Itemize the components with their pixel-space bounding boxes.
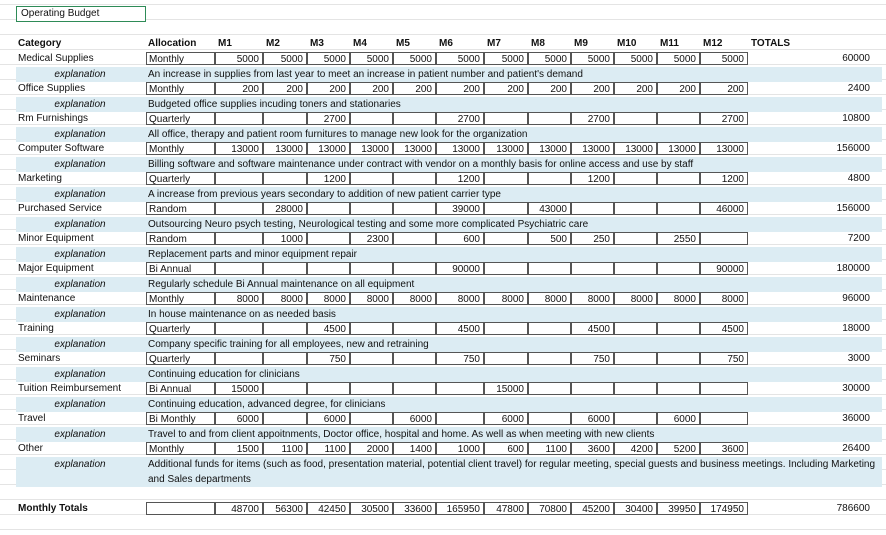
category-cell[interactable]: Other [18,443,44,454]
explanation-label: explanation [54,309,106,320]
month-cell[interactable]: 13000 [484,142,528,155]
explanation-row-background [16,277,882,292]
month-cell[interactable]: 8000 [700,292,748,305]
month-cell[interactable] [528,412,571,425]
month-cell[interactable]: 1100 [263,442,307,455]
header-month: M12 [703,38,723,49]
explanation-row-background [16,97,882,112]
month-cell[interactable] [484,262,528,275]
explanation-text[interactable]: Regularly schedule Bi Annual maintenance on all equipment [148,279,415,290]
month-cell[interactable]: 13000 [614,142,657,155]
header-month: M9 [574,38,588,49]
month-cell[interactable]: 5000 [484,52,528,65]
month-cell[interactable] [350,382,393,395]
header-month: M8 [531,38,545,49]
month-cell[interactable]: 4500 [436,322,484,335]
month-cell[interactable] [215,112,263,125]
explanation-text[interactable]: Additional funds for items (such as food, presentation material, potential client travel) for regular meeting, special guests and business meetings. Including Marketing and Sales departments [148,459,876,485]
month-cell[interactable] [215,202,263,215]
month-cell[interactable]: 5000 [393,52,436,65]
explanation-label: explanation [54,339,106,350]
month-cell[interactable] [436,382,484,395]
month-cell[interactable] [614,352,657,365]
month-cell[interactable]: 5000 [571,52,614,65]
month-cell[interactable]: 39000 [436,202,484,215]
month-cell[interactable]: 200 [263,82,307,95]
total-cell[interactable]: 36000 [842,413,870,424]
month-cell[interactable] [350,172,393,185]
month-cell[interactable]: 200 [700,82,748,95]
explanation-row-background [16,307,882,322]
month-cell[interactable] [350,262,393,275]
month-cell[interactable] [350,322,393,335]
allocation-cell[interactable]: Monthly [146,142,215,155]
month-cell[interactable]: 5000 [614,52,657,65]
category-cell[interactable]: Purchased Service [18,203,102,214]
allocation-cell[interactable]: Bi Monthly [146,412,215,425]
month-cell[interactable]: 8000 [571,292,614,305]
month-cell[interactable] [484,202,528,215]
explanation-label: explanation [54,369,106,380]
month-cell[interactable] [393,352,436,365]
month-cell[interactable]: 750 [436,352,484,365]
month-cell[interactable]: 1100 [528,442,571,455]
month-cell[interactable] [263,412,307,425]
month-cell[interactable]: 13000 [393,142,436,155]
month-cell[interactable] [528,352,571,365]
allocation-cell[interactable]: Quarterly [146,172,215,185]
month-cell[interactable] [350,112,393,125]
explanation-label: explanation [54,189,106,200]
header-month: M11 [660,38,679,49]
month-cell[interactable]: 13000 [571,142,614,155]
explanation-label: explanation [54,429,106,440]
monthly-total-cell[interactable]: 30500 [350,502,393,515]
month-cell[interactable]: 200 [571,82,614,95]
month-cell[interactable] [528,262,571,275]
category-cell[interactable]: Marketing [18,173,62,184]
header-totals: TOTALS [751,38,791,49]
month-cell[interactable] [657,352,700,365]
month-cell[interactable]: 1200 [700,172,748,185]
month-cell[interactable]: 8000 [215,292,263,305]
month-cell[interactable]: 8000 [263,292,307,305]
explanation-text[interactable]: Billing software and software maintenance under contract with vendor on a monthly basis for online access and use by staff [148,159,694,170]
month-cell[interactable]: 750 [700,352,748,365]
month-cell[interactable] [215,322,263,335]
month-cell[interactable]: 600 [436,232,484,245]
header-category: Category [18,38,62,49]
month-cell[interactable]: 5000 [215,52,263,65]
total-cell[interactable]: 3000 [847,353,870,364]
month-cell[interactable] [215,232,263,245]
category-cell[interactable]: Seminars [18,353,61,364]
month-cell[interactable]: 1500 [215,442,263,455]
month-cell[interactable]: 5000 [307,52,350,65]
month-cell[interactable]: 750 [571,352,614,365]
category-cell[interactable]: Tuition Reimbursement [18,383,122,394]
month-cell[interactable] [700,232,748,245]
explanation-text[interactable]: Continuing education for clinicians [148,369,300,380]
explanation-label: explanation [54,459,106,470]
header-month: M7 [487,38,501,49]
monthly-total-cell[interactable]: 165950 [436,502,484,515]
total-cell[interactable]: 7200 [847,233,870,244]
allocation-cell[interactable]: Random [146,202,215,215]
month-cell[interactable] [657,202,700,215]
allocation-cell[interactable]: Monthly [146,442,215,455]
month-cell[interactable] [484,232,528,245]
category-cell[interactable]: Office Supplies [18,83,86,94]
month-cell[interactable] [657,382,700,395]
sheet-title-cell[interactable]: Operating Budget [16,6,146,22]
month-cell[interactable]: 750 [307,352,350,365]
month-cell[interactable] [393,172,436,185]
monthly-total-cell[interactable]: 42450 [307,502,350,515]
grand-total-cell[interactable]: 786600 [836,503,870,514]
total-cell[interactable]: 4800 [847,173,870,184]
month-cell[interactable] [614,202,657,215]
monthly-total-cell[interactable]: 48700 [215,502,263,515]
total-cell[interactable]: 180000 [836,263,870,274]
month-cell[interactable]: 6000 [307,412,350,425]
explanation-row-background [16,337,882,352]
month-cell[interactable]: 5000 [528,52,571,65]
month-cell[interactable]: 13000 [263,142,307,155]
explanation-row-background [16,367,882,382]
header-month: M3 [310,38,324,49]
explanation-label: explanation [54,159,106,170]
month-cell[interactable] [484,322,528,335]
allocation-cell[interactable]: Bi Annual [146,262,215,275]
month-cell[interactable] [528,322,571,335]
month-cell[interactable]: 8000 [528,292,571,305]
total-cell[interactable]: 10800 [842,113,870,124]
header-month: M1 [218,38,232,49]
total-cell[interactable]: 18000 [842,323,870,334]
monthly-total-cell[interactable]: 39950 [657,502,700,515]
month-cell[interactable] [528,172,571,185]
month-cell[interactable] [484,112,528,125]
month-cell[interactable] [215,172,263,185]
header-month: M4 [353,38,367,49]
month-cell[interactable]: 6000 [393,412,436,425]
month-cell[interactable]: 15000 [215,382,263,395]
month-cell[interactable]: 6000 [215,412,263,425]
month-cell[interactable] [528,382,571,395]
explanation-text[interactable]: Travel to and from client appoitnments, Doctor office, hospital and home. As well as when meeting with new clients [148,429,655,440]
category-cell[interactable]: Travel [18,413,46,424]
allocation-cell[interactable]: Random [146,232,215,245]
month-cell[interactable] [614,322,657,335]
month-cell[interactable]: 1200 [436,172,484,185]
month-cell[interactable] [484,172,528,185]
explanation-label: explanation [54,69,106,80]
month-cell[interactable]: 200 [350,82,393,95]
explanation-text[interactable]: Outsourcing Neuro psych testing, Neurological testing and some more complicated Psychiatric care [148,219,589,230]
month-cell[interactable]: 1000 [436,442,484,455]
month-cell[interactable] [571,382,614,395]
month-cell[interactable]: 13000 [528,142,571,155]
monthly-totals-allocation-blank[interactable] [146,502,215,515]
month-cell[interactable]: 200 [484,82,528,95]
month-cell[interactable]: 90000 [436,262,484,275]
month-cell[interactable]: 200 [436,82,484,95]
month-cell[interactable]: 1200 [307,172,350,185]
month-cell[interactable]: 1000 [263,232,307,245]
allocation-cell[interactable]: Monthly [146,52,215,65]
month-cell[interactable]: 1100 [307,442,350,455]
month-cell[interactable]: 200 [657,82,700,95]
explanation-text[interactable]: Budgeted office supplies incuding toners and stationaries [148,99,401,110]
month-cell[interactable] [215,352,263,365]
month-cell[interactable]: 200 [215,82,263,95]
month-cell[interactable]: 5000 [263,52,307,65]
month-cell[interactable]: 2300 [350,232,393,245]
explanation-row-background [16,397,882,412]
month-cell[interactable]: 4500 [571,322,614,335]
monthly-total-cell[interactable]: 30400 [614,502,657,515]
monthly-total-cell[interactable]: 70800 [528,502,571,515]
month-cell[interactable] [657,112,700,125]
month-cell[interactable] [484,352,528,365]
month-cell[interactable]: 3600 [700,442,748,455]
month-cell[interactable] [614,112,657,125]
month-cell[interactable] [263,112,307,125]
month-cell[interactable] [350,412,393,425]
month-cell[interactable] [657,262,700,275]
month-cell[interactable]: 13000 [215,142,263,155]
month-cell[interactable]: 500 [528,232,571,245]
allocation-cell[interactable]: Bi Annual [146,382,215,395]
month-cell[interactable]: 2700 [307,112,350,125]
total-cell[interactable]: 60000 [842,53,870,64]
category-cell[interactable]: Minor Equipment [18,233,94,244]
explanation-label: explanation [54,279,106,290]
month-cell[interactable] [393,322,436,335]
month-cell[interactable] [215,262,263,275]
month-cell[interactable] [307,382,350,395]
month-cell[interactable] [393,232,436,245]
month-cell[interactable] [614,262,657,275]
explanation-text[interactable]: A increase from previous years secondary to addition of new patient carrier type [148,189,501,200]
month-cell[interactable] [263,172,307,185]
category-cell[interactable]: Medical Supplies [18,53,94,64]
month-cell[interactable]: 2000 [350,442,393,455]
month-cell[interactable]: 2700 [700,112,748,125]
header-month: M5 [396,38,410,49]
month-cell[interactable]: 46000 [700,202,748,215]
month-cell[interactable]: 6000 [484,412,528,425]
month-cell[interactable]: 600 [484,442,528,455]
total-cell[interactable]: 30000 [842,383,870,394]
month-cell[interactable] [571,202,614,215]
month-cell[interactable] [393,262,436,275]
month-cell[interactable] [350,352,393,365]
month-cell[interactable] [350,202,393,215]
month-cell[interactable] [614,232,657,245]
month-cell[interactable]: 6000 [571,412,614,425]
month-cell[interactable] [263,352,307,365]
month-cell[interactable] [657,322,700,335]
allocation-cell[interactable]: Monthly [146,292,215,305]
monthly-total-cell[interactable]: 174950 [700,502,748,515]
explanation-label: explanation [54,399,106,410]
month-cell[interactable]: 8000 [614,292,657,305]
explanation-label: explanation [54,249,106,260]
month-cell[interactable]: 13000 [700,142,748,155]
category-cell[interactable]: Major Equipment [18,263,94,274]
allocation-cell[interactable]: Monthly [146,82,215,95]
explanation-row-background [16,247,882,262]
month-cell[interactable] [571,262,614,275]
month-cell[interactable] [307,232,350,245]
category-cell[interactable]: Training [18,323,54,334]
month-cell[interactable] [614,382,657,395]
total-cell[interactable]: 2400 [847,83,870,94]
month-cell[interactable]: 5000 [657,52,700,65]
month-cell[interactable]: 250 [571,232,614,245]
monthly-total-cell[interactable]: 56300 [263,502,307,515]
month-cell[interactable]: 43000 [528,202,571,215]
explanation-label: explanation [54,99,106,110]
month-cell[interactable]: 13000 [657,142,700,155]
month-cell[interactable]: 13000 [350,142,393,155]
explanation-text[interactable]: In house maintenance on as needed basis [148,309,336,320]
month-cell[interactable]: 15000 [484,382,528,395]
month-cell[interactable]: 4200 [614,442,657,455]
month-cell[interactable]: 13000 [436,142,484,155]
total-cell[interactable]: 96000 [842,293,870,304]
month-cell[interactable]: 200 [614,82,657,95]
month-cell[interactable] [657,172,700,185]
month-cell[interactable] [307,262,350,275]
month-cell[interactable] [528,112,571,125]
month-cell[interactable]: 2700 [436,112,484,125]
month-cell[interactable]: 200 [528,82,571,95]
month-cell[interactable] [393,382,436,395]
month-cell[interactable]: 90000 [700,262,748,275]
month-cell[interactable]: 5200 [657,442,700,455]
month-cell[interactable] [263,382,307,395]
month-cell[interactable]: 5000 [436,52,484,65]
header-allocation: Allocation [148,38,197,49]
month-cell[interactable]: 1400 [393,442,436,455]
month-cell[interactable] [614,412,657,425]
month-cell[interactable]: 1200 [571,172,614,185]
allocation-cell[interactable]: Quarterly [146,322,215,335]
month-cell[interactable] [263,262,307,275]
month-cell[interactable]: 8000 [484,292,528,305]
month-cell[interactable]: 8000 [307,292,350,305]
explanation-label: explanation [54,219,106,230]
month-cell[interactable]: 3600 [571,442,614,455]
month-cell[interactable]: 2550 [657,232,700,245]
total-cell[interactable]: 26400 [842,443,870,454]
explanation-text[interactable]: An increase in supplies from last year to meet an increase in patient number and patient's demand [148,69,583,80]
monthly-totals-label: Monthly Totals [18,503,88,514]
month-cell[interactable]: 4500 [307,322,350,335]
explanation-text[interactable]: Company specific training for all employees, new and retraining [148,339,429,350]
explanation-label: explanation [54,129,106,140]
explanation-text[interactable]: All office, therapy and patient room furnitures to manage new look for the organization [148,129,528,140]
month-cell[interactable] [307,202,350,215]
category-cell[interactable]: Maintenance [18,293,76,304]
month-cell[interactable] [436,412,484,425]
month-cell[interactable]: 8000 [350,292,393,305]
month-cell[interactable]: 5000 [350,52,393,65]
explanation-text[interactable]: Continuing education, advanced degree, for clinicians [148,399,386,410]
total-cell[interactable]: 156000 [836,143,870,154]
month-cell[interactable]: 4500 [700,322,748,335]
monthly-total-cell[interactable]: 33600 [393,502,436,515]
month-cell[interactable] [393,112,436,125]
category-cell[interactable]: Rm Furnishings [18,113,89,124]
month-cell[interactable] [700,412,748,425]
month-cell[interactable]: 200 [393,82,436,95]
month-cell[interactable] [393,202,436,215]
month-cell[interactable]: 28000 [263,202,307,215]
monthly-total-cell[interactable]: 47800 [484,502,528,515]
header-month: M10 [617,38,637,49]
month-cell[interactable]: 5000 [700,52,748,65]
explanation-text[interactable]: Replacement parts and minor equipment repair [148,249,357,260]
header-month: M2 [266,38,280,49]
allocation-cell[interactable]: Quarterly [146,112,215,125]
month-cell[interactable]: 8000 [436,292,484,305]
month-cell[interactable] [700,382,748,395]
month-cell[interactable]: 200 [307,82,350,95]
month-cell[interactable]: 8000 [657,292,700,305]
month-cell[interactable]: 2700 [571,112,614,125]
month-cell[interactable] [614,172,657,185]
month-cell[interactable]: 8000 [393,292,436,305]
category-cell[interactable]: Computer Software [18,143,105,154]
total-cell[interactable]: 156000 [836,203,870,214]
month-cell[interactable]: 6000 [657,412,700,425]
header-month: M6 [439,38,453,49]
month-cell[interactable]: 13000 [307,142,350,155]
allocation-cell[interactable]: Quarterly [146,352,215,365]
month-cell[interactable] [263,322,307,335]
monthly-total-cell[interactable]: 45200 [571,502,614,515]
